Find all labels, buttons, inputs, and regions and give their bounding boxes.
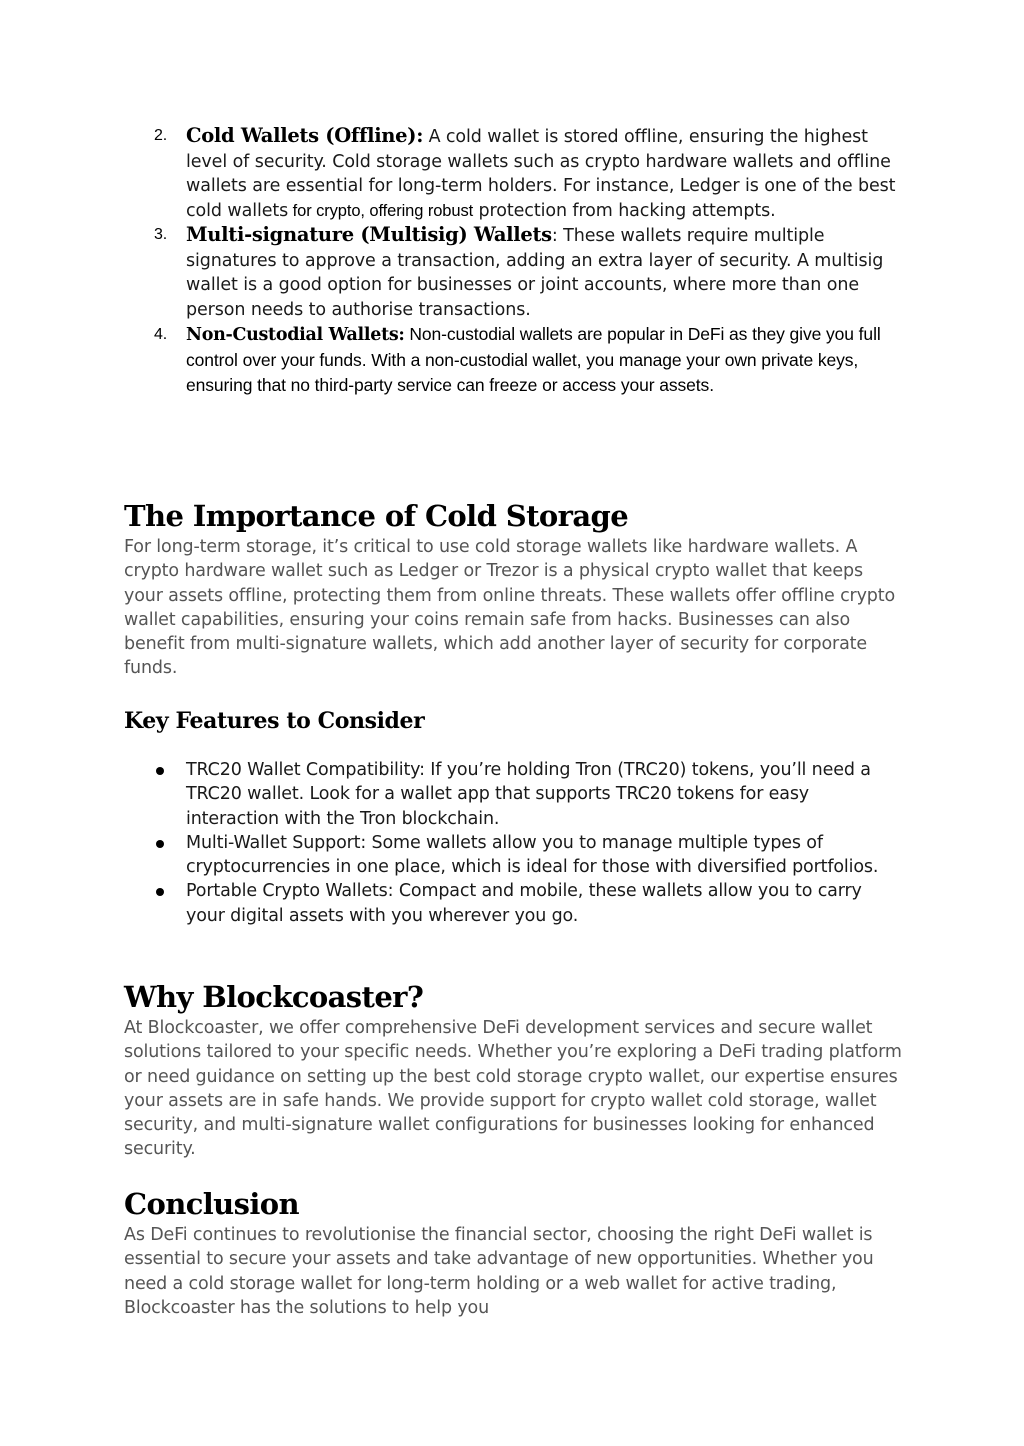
term-non-custodial-wallets: Non-Custodial Wallets: xyxy=(186,325,405,345)
list-number: 3. xyxy=(154,226,168,243)
heading-conclusion: Conclusion xyxy=(124,1187,300,1221)
list-number: 4. xyxy=(154,326,168,343)
paragraph-cold-storage: For long-term storage, it’s critical to use cold storage wallets like hardware wallets. A crypto hardware wallet such as Ledger or Trezor is a physical crypto wallet that keeps your assets offline, protecting them from online threats. These wallets offer offline crypto wallet capabilities, ensuring your coins remain safe from hacks. Businesses can also benefit from multi-signature wallets, which add another layer of security for corporate funds. xyxy=(124,537,896,679)
wallet-types-list xyxy=(124,124,904,398)
multisig-wallets-text: : These wallets require multiple signatures to approve a transaction, adding an extra layer of security. A multisig wallet is a good option for businesses or joint accounts, where more than one person needs to authorise transactions. xyxy=(186,226,884,320)
paragraph-why-blockcoaster: At Blockcoaster, we offer comprehensive DeFi development services and secure wallet solutions tailored to your specific needs. Whether you’re exploring a DeFi trading platform or need guidance on setting up the best cold storage crypto wallet, our expertise ensures your assets are in safe hands. We provide support for crypto wallet cold storage, wallet security, and multi-signature wallet configurations for businesses looking for enhanced security. xyxy=(124,1018,902,1160)
heading-key-features: Key Features to Consider xyxy=(124,708,425,734)
cold-wallets-text: A cold wallet is stored offline, ensuring the highest level of security. Cold storage wallets such as crypto hardware wallets and offline wallets are essential for long-term holders. For instance, Ledger is one of the best cold wallets xyxy=(186,127,896,221)
heading-why-blockcoaster: Why Blockcoaster? xyxy=(124,980,424,1014)
list-item-cold-wallets xyxy=(124,124,904,223)
feature-text: Multi-Wallet Support: Some wallets allow you to manage multiple types of cryptocurrencies in one place, which is ideal for those with diversified portfolios. xyxy=(186,832,879,878)
term-cold-wallets: Cold Wallets (Offline): xyxy=(186,124,424,147)
feature-text: TRC20 Wallet Compatibility: If you’re holding Tron (TRC20) tokens, you’ll need a TRC20 wallet. Look for a wallet app that supports TRC20 tokens for easy interaction with the Tron blockchain. xyxy=(186,760,871,829)
list-item-multisig-wallets xyxy=(124,223,904,322)
cold-wallets-text-tail: for crypto, offering robust xyxy=(288,201,474,220)
list-item-non-custodial-wallets xyxy=(124,322,904,398)
non-custodial-wallets-text: Non-custodial wallets are popular in DeFi as they give you full control over your funds. With a non-custodial wallet, you manage your own private keys, ensuring that no third-party service can freeze or access your assets. xyxy=(186,324,881,395)
list-item-multi-wallet xyxy=(124,831,904,880)
heading-cold-storage: The Importance of Cold Storage xyxy=(124,499,629,533)
list-item-trc20 xyxy=(124,758,904,831)
list-number: 2. xyxy=(154,127,168,144)
term-multisig-wallets: Multi-signature (Multisig) Wallets xyxy=(186,223,552,246)
bullet-icon xyxy=(156,840,164,848)
bullet-icon xyxy=(156,888,164,896)
paragraph-conclusion: As DeFi continues to revolutionise the financial sector, choosing the right DeFi wallet is essential to secure your assets and take advantage of new opportunities. Whether you need a cold storage wallet for long-term holding or a web wallet for active trading, Blockcoaster has the solutions to help you xyxy=(124,1225,874,1318)
bullet-icon xyxy=(156,767,164,775)
cold-wallets-text-end: protection from hacking attempts. xyxy=(473,200,776,221)
key-features-list xyxy=(124,758,904,928)
list-item-portable xyxy=(124,879,904,928)
feature-text: Portable Crypto Wallets: Compact and mobile, these wallets allow you to carry your digital assets with you wherever you go. xyxy=(186,881,862,926)
